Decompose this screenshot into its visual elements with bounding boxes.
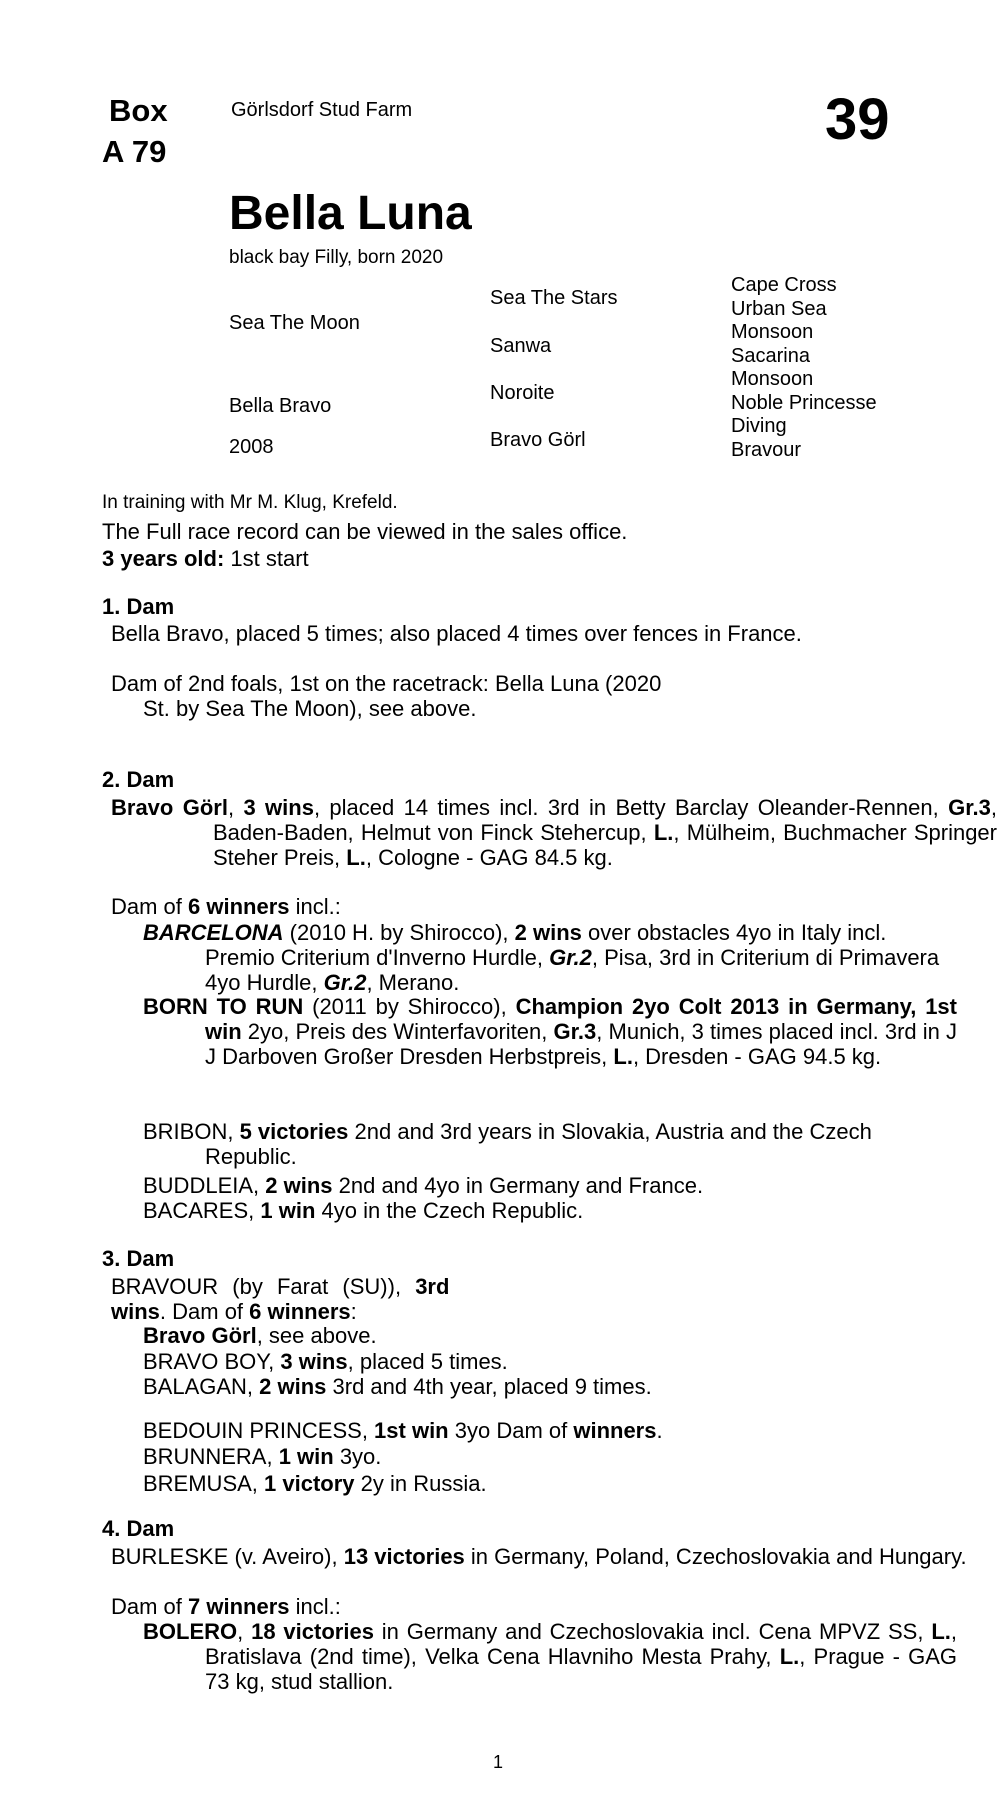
text: 3rd and 4th year, placed 9 times. — [326, 1374, 652, 1399]
race-record-note: The Full race record can be viewed in the sales office. — [102, 519, 628, 544]
text: , see above. — [256, 1323, 377, 1348]
dam3-line2 — [111, 1299, 357, 1325]
dam1-produce: Dam of 2nd foals, 1st on the racetrack: Bella Luna (2020 St. by Sea The Moon), see above. — [111, 671, 662, 721]
dam2-produce-buddleia — [143, 1173, 895, 1198]
ancestor: Bravour — [731, 438, 802, 461]
text: , Prague - GAG 73 kg, stud stallion. — [205, 1644, 957, 1694]
dam3-produce-brunnera — [143, 1444, 895, 1469]
dam2-produce-barcelona — [143, 920, 957, 995]
age-summary — [102, 546, 309, 572]
pedigree-sire: Sea The Moon — [229, 312, 360, 334]
ancestor: Monsoon — [731, 368, 814, 390]
text: (2011 by Shirocco), — [303, 994, 516, 1019]
dam2-produce-bribon — [143, 1119, 957, 1169]
text: . Dam of — [159, 1299, 250, 1324]
age-label: 3 years old: — [102, 546, 225, 571]
section-title-dam1: 1. Dam — [102, 594, 175, 619]
dam3-produce-bedouin-princess — [143, 1418, 895, 1443]
text: incl.: — [289, 1594, 341, 1619]
wins-count: 18 victories — [251, 1619, 374, 1644]
section-title-dam3: 3. Dam — [102, 1246, 175, 1271]
text: (2010 H. by Shirocco), — [283, 920, 515, 945]
age-text: 1st start — [224, 546, 309, 571]
horse-name: Bella Luna — [229, 187, 472, 240]
text: Dam of — [111, 1594, 189, 1619]
ancestor: Cape Cross — [731, 274, 837, 296]
dam3-line1 — [111, 1274, 449, 1300]
produce-name: BOLERO — [143, 1619, 238, 1644]
box-label: Box — [109, 93, 168, 128]
pedigree-dam-year: 2008 — [229, 436, 274, 458]
ancestor: Urban Sea — [731, 297, 827, 320]
listed: L. — [653, 820, 674, 845]
page-number: 1 — [493, 1752, 504, 1772]
dam3-produce-bremusa — [143, 1471, 895, 1496]
winners: winners — [573, 1418, 657, 1443]
pedigree-dam-dam: Bravo Görl — [490, 429, 586, 451]
wins-count: 1 win — [260, 1198, 316, 1223]
dam3-produce-bravo-gorl — [143, 1323, 895, 1348]
winners-count: 7 winners — [188, 1594, 290, 1619]
dam3-produce-balagan — [143, 1374, 683, 1399]
wins-count: 3 wins — [243, 795, 314, 820]
grade: Gr.2 — [323, 970, 367, 995]
dam2-produce-born-to-run — [143, 994, 957, 1069]
stud-farm: Görlsdorf Stud Farm — [231, 99, 413, 121]
pedigree-sire-sire: Sea The Stars — [490, 287, 618, 309]
grade: Gr.3 — [948, 795, 991, 820]
text: , Mülheim, Buchmacher Springer Steher Preis, — [213, 820, 997, 870]
winners-count: 6 winners — [188, 894, 290, 919]
produce-name: BARCELONA — [143, 920, 284, 945]
text: 2nd and 3rd years in Slovakia, Austria and the Czech Republic. — [205, 1119, 872, 1169]
text: , — [227, 795, 244, 820]
section-title-dam2: 2. Dam — [102, 767, 175, 792]
produce-name: BALAGAN, — [143, 1374, 260, 1399]
lot-number: 39 — [825, 87, 890, 152]
wins-count: 2 wins — [259, 1374, 327, 1399]
dam4-produce-bolero — [143, 1619, 957, 1694]
listed: L. — [613, 1044, 633, 1069]
grade: Gr.3 — [553, 1019, 597, 1044]
ancestor: Sacarina — [731, 344, 810, 367]
dam2-dam-of — [111, 894, 891, 919]
text: : — [350, 1299, 357, 1324]
ancestor: Diving — [731, 415, 787, 437]
wins-count: 1st win — [374, 1418, 449, 1443]
text: Dam of — [111, 894, 189, 919]
dam2-record — [111, 795, 997, 870]
text: , Dresden - GAG 94.5 kg. — [632, 1044, 882, 1069]
text: 2yo, Preis des Winterfavoriten, — [241, 1019, 554, 1044]
pedigree-third-generation — [731, 274, 877, 462]
wins-count: 5 victories — [239, 1119, 349, 1144]
section-title-dam4: 4. Dam — [102, 1516, 175, 1541]
text: BRAVOUR (by Farat (SU)), — [111, 1274, 416, 1299]
text: 2nd and 4yo in Germany and France. — [332, 1173, 704, 1198]
ancestor: Noble Princesse — [731, 391, 877, 414]
pedigree-sire-dam: Sanwa — [490, 335, 552, 357]
wins-count: 2 wins — [514, 920, 582, 945]
wins-count: 3 wins — [280, 1349, 348, 1374]
text: , Baden-Baden, Helmut von Finck Stehercup, — [213, 795, 997, 845]
pedigree-dam: Bella Bravo — [229, 395, 332, 417]
text: 2y in Russia. — [354, 1471, 487, 1496]
wins-count: 1 victory — [264, 1471, 355, 1496]
listed: L. — [931, 1619, 951, 1644]
box-number: A 79 — [102, 134, 167, 169]
text: , placed 5 times. — [347, 1349, 508, 1374]
text: , Pisa, 3rd in Criterium di Primavera 4yo Hurdle, — [205, 945, 940, 995]
ancestor: Monsoon — [731, 321, 814, 343]
produce-name: BEDOUIN PRINCESS, — [143, 1418, 375, 1443]
text: over obstacles 4yo in Italy incl. Premio Criterium d'Inverno Hurdle, — [205, 920, 887, 970]
listed: L. — [779, 1644, 800, 1669]
text: . — [656, 1418, 663, 1443]
produce-name: BRAVO BOY, — [143, 1349, 281, 1374]
text: 3yo. — [333, 1444, 382, 1469]
produce-name: BREMUSA, — [143, 1471, 265, 1496]
text: , Munich, 3 times placed incl. 3rd in J J Darboven Großer Dresden Herbstpreis, — [205, 1019, 957, 1069]
dam1-summary: Bella Bravo, placed 5 times; also placed 4 times over fences in France. — [111, 621, 802, 646]
listed: L. — [346, 845, 366, 870]
text: , placed 14 times incl. 3rd in Betty Barclay Oleander-Rennen, — [313, 795, 949, 820]
text: 3yo Dam of — [448, 1418, 574, 1443]
wins-count: 1 win — [278, 1444, 334, 1469]
wins-count: 2 wins — [265, 1173, 333, 1198]
produce-name: BORN TO RUN — [143, 994, 304, 1019]
pedigree-dam-sire: Noroite — [490, 382, 555, 404]
produce-name: BACARES, — [143, 1198, 261, 1223]
wins-count: 13 victories — [343, 1544, 465, 1569]
text: in Germany, Poland, Czechoslovakia and Hungary. — [464, 1544, 967, 1569]
text: wins — [111, 1299, 160, 1324]
text: 4yo in the Czech Republic. — [315, 1198, 584, 1223]
text: , Merano. — [366, 970, 460, 995]
produce-name: BRUNNERA, — [143, 1444, 279, 1469]
text: , — [237, 1619, 252, 1644]
grade: Gr.2 — [549, 945, 592, 970]
dam4-dam-of — [111, 1594, 891, 1619]
dam2-name: Bravo Görl — [111, 795, 228, 820]
text: , Cologne - GAG 84.5 kg. — [365, 845, 613, 870]
produce-name: Bravo Görl — [143, 1323, 257, 1348]
produce-name: BUDDLEIA, — [143, 1173, 266, 1198]
text: in Germany and Czechoslovakia incl. Cena MPVZ SS, — [373, 1619, 932, 1644]
text: incl.: — [289, 894, 341, 919]
horse-description: black bay Filly, born 2020 — [229, 247, 444, 268]
championship: Champion 2yo Colt 2013 in Germany, 1st win — [205, 994, 957, 1044]
dam2-produce-bacares — [143, 1198, 895, 1223]
text: , Bratislava (2nd time), Velka Cena Hlavniho Mesta Prahy, — [205, 1619, 957, 1669]
training-note: In training with Mr M. Klug, Krefeld. — [102, 492, 398, 513]
produce-name: BRIBON, — [143, 1119, 240, 1144]
dam3-produce-bravo-boy — [143, 1349, 895, 1374]
text: BURLESKE (v. Aveiro), — [111, 1544, 344, 1569]
winners-count: 6 winners — [249, 1299, 351, 1324]
wins-count: 3rd — [415, 1274, 450, 1299]
dam4-record — [111, 1544, 997, 1569]
